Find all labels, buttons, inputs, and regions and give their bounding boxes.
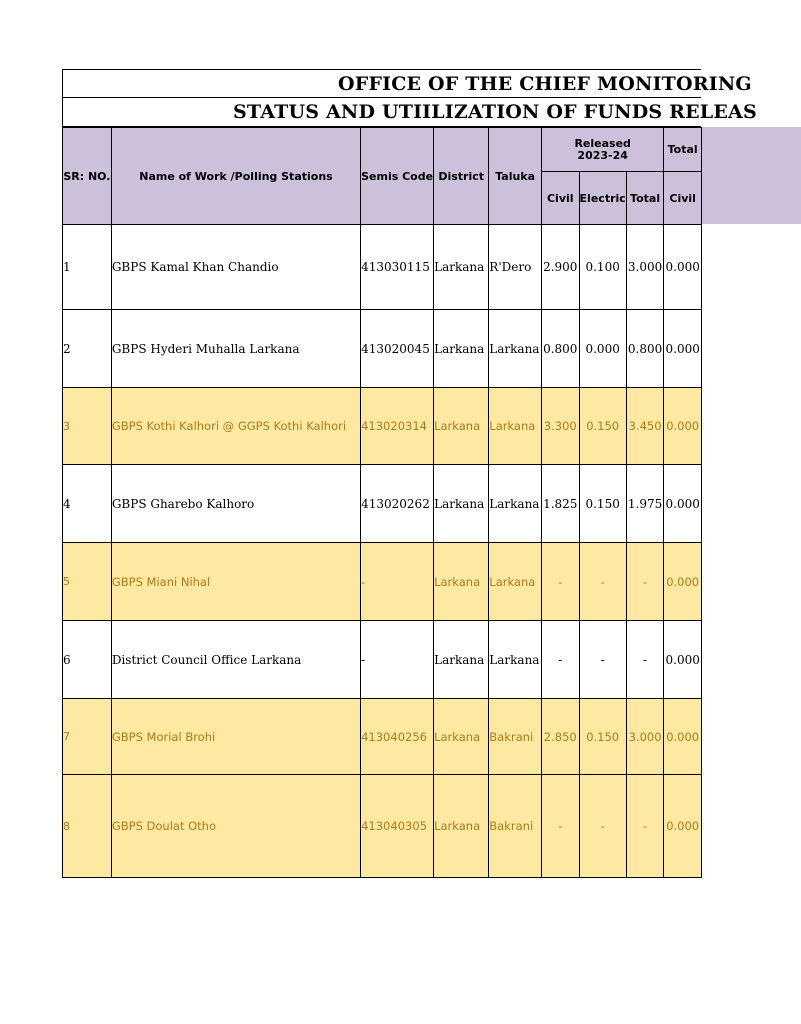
row-semis-code: 413020262 <box>361 465 434 543</box>
row-total-civil: 0.000 <box>664 699 702 775</box>
row-sr-no: 5 <box>63 543 112 621</box>
row-electric: 0.100 <box>579 225 626 310</box>
row-electric: 0.000 <box>579 310 626 388</box>
row-sr-no: 1 <box>63 225 112 310</box>
row-semis-code: - <box>361 621 434 699</box>
row-semis-code: 413040256 <box>361 699 434 775</box>
row-total-civil: 0.000 <box>664 310 702 388</box>
title-line-1: OFFICE OF THE CHIEF MONITORING <box>62 69 701 98</box>
row-total: 0.800 <box>626 310 664 388</box>
header-civil-2: Civil <box>664 172 702 225</box>
row-district: Larkana <box>434 225 489 310</box>
row-district: Larkana <box>434 543 489 621</box>
row-semis-code: 413040305 <box>361 775 434 878</box>
row-civil: 3.300 <box>541 388 579 465</box>
header-taluka: Taluka <box>489 128 542 225</box>
header-electric: Electric <box>579 172 626 225</box>
header-total-sub: Total <box>626 172 664 225</box>
row-civil: 2.850 <box>541 699 579 775</box>
row-electric: 0.150 <box>579 699 626 775</box>
table-row <box>63 465 702 543</box>
row-total-civil: 0.000 <box>664 621 702 699</box>
row-sr-no: 4 <box>63 465 112 543</box>
header-released-year: 2023-24 <box>577 148 628 162</box>
row-civil: - <box>541 543 579 621</box>
header-district: District <box>434 128 489 225</box>
table-row <box>63 543 702 621</box>
row-total-civil: 0.000 <box>664 543 702 621</box>
row-name: GBPS Hyderi Muhalla Larkana <box>111 310 360 388</box>
header-civil: Civil <box>541 172 579 225</box>
row-total: 3.450 <box>626 388 664 465</box>
row-civil: 0.800 <box>541 310 579 388</box>
row-total: 1.975 <box>626 465 664 543</box>
row-civil: 2.900 <box>541 225 579 310</box>
header-released-label: Released <box>574 136 631 150</box>
row-sr-no: 2 <box>63 310 112 388</box>
row-sr-no: 7 <box>63 699 112 775</box>
row-total: - <box>626 775 664 878</box>
header-name: Name of Work /Polling Stations <box>111 128 360 225</box>
row-district: Larkana <box>434 388 489 465</box>
row-name: GBPS Morial Brohi <box>111 699 360 775</box>
row-district: Larkana <box>434 465 489 543</box>
table-row <box>63 388 702 465</box>
row-semis-code: 413020314 <box>361 388 434 465</box>
row-electric: - <box>579 621 626 699</box>
row-electric: - <box>579 543 626 621</box>
row-sr-no: 8 <box>63 775 112 878</box>
table-row <box>63 310 702 388</box>
row-district: Larkana <box>434 310 489 388</box>
row-civil: 1.825 <box>541 465 579 543</box>
row-taluka: Bakrani <box>489 775 542 878</box>
row-electric: 0.150 <box>579 465 626 543</box>
row-electric: 0.150 <box>579 388 626 465</box>
row-name: District Council Office Larkana <box>111 621 360 699</box>
row-name: GBPS Doulat Otho <box>111 775 360 878</box>
title-line-2: STATUS AND UTIILIZATION OF FUNDS RELEAS <box>62 98 701 127</box>
row-semis-code: 413030115 <box>361 225 434 310</box>
row-total: - <box>626 621 664 699</box>
row-semis-code: - <box>361 543 434 621</box>
row-sr-no: 6 <box>63 621 112 699</box>
row-name: GBPS Kamal Khan Chandio <box>111 225 360 310</box>
row-semis-code: 413020045 <box>361 310 434 388</box>
table-row <box>63 775 702 878</box>
row-district: Larkana <box>434 775 489 878</box>
row-taluka: Larkana <box>489 465 542 543</box>
table-row <box>63 225 702 310</box>
row-name: GBPS Kothi Kalhori @ GGPS Kothi Kalhori <box>111 388 360 465</box>
row-district: Larkana <box>434 699 489 775</box>
header-semis-code: Semis Code <box>361 128 434 225</box>
row-total-civil: 0.000 <box>664 465 702 543</box>
row-taluka: Larkana <box>489 310 542 388</box>
row-total-civil: 0.000 <box>664 388 702 465</box>
row-electric: - <box>579 775 626 878</box>
row-taluka: R'Dero <box>489 225 542 310</box>
row-name: GBPS Gharebo Kalhoro <box>111 465 360 543</box>
row-total: 3.000 <box>626 699 664 775</box>
header-released <box>541 128 663 172</box>
row-total: 3.000 <box>626 225 664 310</box>
row-civil: - <box>541 621 579 699</box>
table-row <box>63 699 702 775</box>
row-taluka: Larkana <box>489 621 542 699</box>
row-sr-no: 3 <box>63 388 112 465</box>
row-taluka: Larkana <box>489 388 542 465</box>
row-total-civil: 0.000 <box>664 225 702 310</box>
header-total: Total <box>664 128 702 172</box>
spreadsheet <box>62 69 757 878</box>
table-row <box>63 621 702 699</box>
row-name: GBPS Miani Nihal <box>111 543 360 621</box>
row-district: Larkana <box>434 621 489 699</box>
funds-table <box>62 127 702 878</box>
row-taluka: Larkana <box>489 543 542 621</box>
row-total: - <box>626 543 664 621</box>
row-civil: - <box>541 775 579 878</box>
row-total-civil: 0.000 <box>664 775 702 878</box>
header-sr-no: SR: NO. <box>63 128 112 225</box>
row-taluka: Bakrani <box>489 699 542 775</box>
